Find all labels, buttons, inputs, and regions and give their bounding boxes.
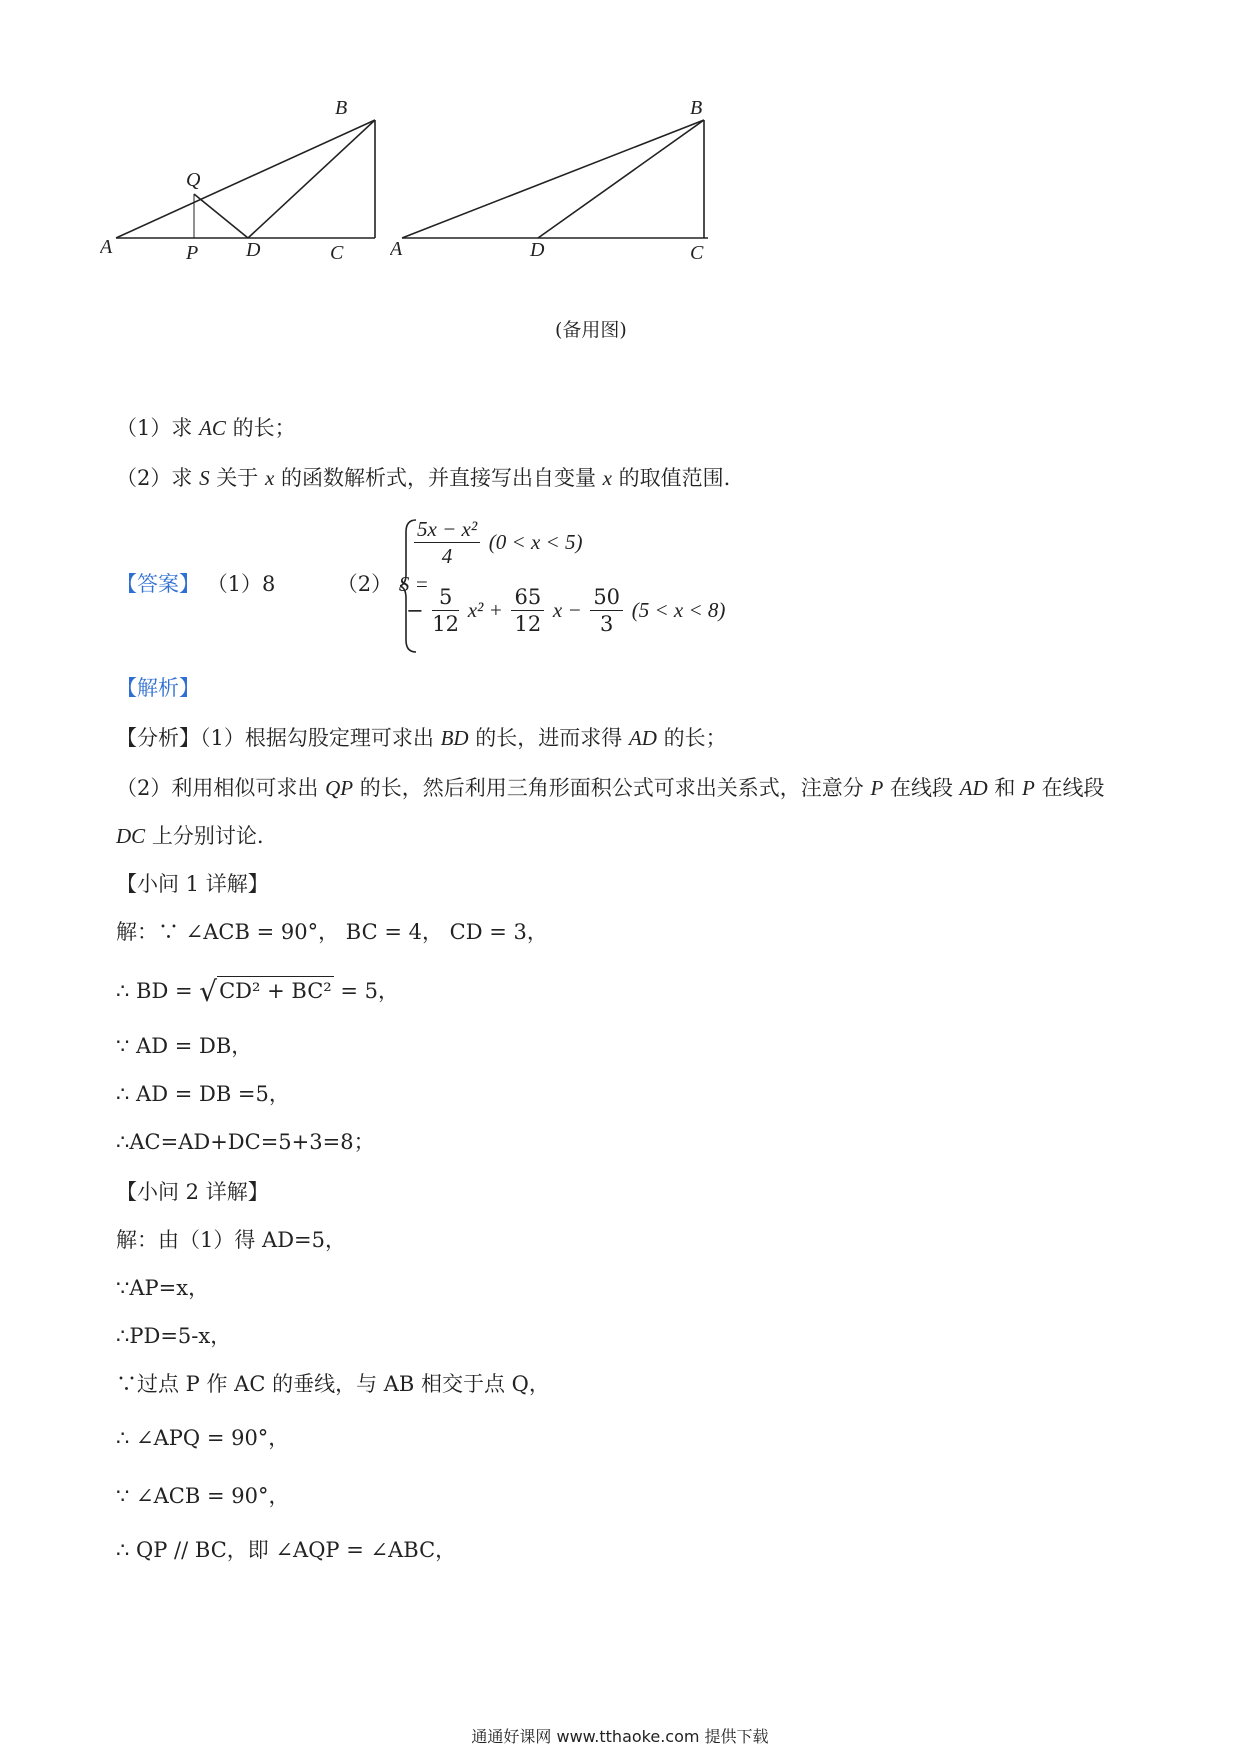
label-P: P: [186, 242, 199, 264]
detail-1-line-2: ∴ BD = √CD² + BC² = 5，: [116, 975, 400, 1008]
label-B: B: [690, 100, 703, 119]
question-1: （1）求 AC 的长；: [116, 416, 296, 440]
label-B: B: [335, 100, 348, 119]
answer-line: 【答案】 （1）8 （2） S =: [116, 572, 429, 596]
detail-2-line-1: 解：由（1）得 AD=5，: [116, 1228, 346, 1252]
label-A: A: [390, 238, 403, 260]
detail-1-line-3: ∵ AD = DB，: [116, 1034, 253, 1058]
figure-2: [390, 100, 710, 300]
detail-2-line-6: ∵ ∠ACB = 90°，: [116, 1484, 290, 1508]
piecewise-case-2: − $\frac{5}{12}$ x² + $\frac{65}{12}$ x − $\frac{50}{3}$ (5 < x < 8): [406, 585, 726, 636]
detail-2-line-3: ∴PD=5-x，: [116, 1324, 232, 1348]
answer-tag: 【答案】: [116, 572, 200, 596]
analysis-summary-2: （2）利用相似可求出 QP 的长，然后利用三角形面积公式可求出关系式，注意分 P 在线段 AD 和 P 在线段: [116, 776, 1105, 800]
label-C: C: [690, 242, 704, 264]
label-D: D: [246, 239, 261, 261]
label-A: A: [100, 236, 113, 258]
segment-AB: [402, 120, 704, 238]
label-Q: Q: [186, 169, 201, 191]
analysis-tag: 【解析】: [116, 676, 200, 700]
segment-QD: [194, 194, 248, 238]
detail-2-tag: 【小问 2 详解】: [116, 1180, 269, 1204]
detail-2-line-4: ∵过点 P 作 AC 的垂线，与 AB 相交于点 Q，: [116, 1372, 550, 1396]
detail-2-line-7: ∴ QP // BC，即 ∠AQP = ∠ABC，: [116, 1538, 457, 1562]
figure-caption: (备用图): [555, 319, 627, 341]
detail-1-line-4: ∴ AD = DB =5，: [116, 1082, 290, 1106]
label-C: C: [330, 242, 344, 264]
detail-2-line-2: ∵AP=x，: [116, 1276, 210, 1300]
segment-BD: [248, 120, 375, 238]
analysis-summary-1: 【分析】（1）根据勾股定理可求出 BD 的长，进而求得 AD 的长；: [116, 726, 727, 750]
page-footer: 通通好课网 www.tthaoke.com 提供下载: [471, 1727, 769, 1746]
label-D: D: [530, 239, 545, 261]
segment-AB: [116, 120, 375, 238]
detail-1-tag: 【小问 1 详解】: [116, 872, 269, 896]
segment-BD: [538, 120, 704, 238]
piecewise-case-1: $\frac{\text{5x − x²}}{4}$ (0 < x < 5): [412, 516, 582, 569]
detail-1-line-1: 解：∵ ∠ACB = 90°， BC = 4， CD = 3，: [116, 920, 548, 944]
detail-2-line-5: ∴ ∠APQ = 90°，: [116, 1426, 290, 1450]
question-2: （2）求 S 关于 x 的函数解析式，并直接写出自变量 x 的取值范围.: [116, 466, 731, 490]
analysis-summary-3: DC 上分别讨论.: [116, 824, 264, 848]
figure-1: [100, 100, 400, 300]
detail-1-line-5: ∴AC=AD+DC=5+3=8；: [116, 1130, 375, 1154]
